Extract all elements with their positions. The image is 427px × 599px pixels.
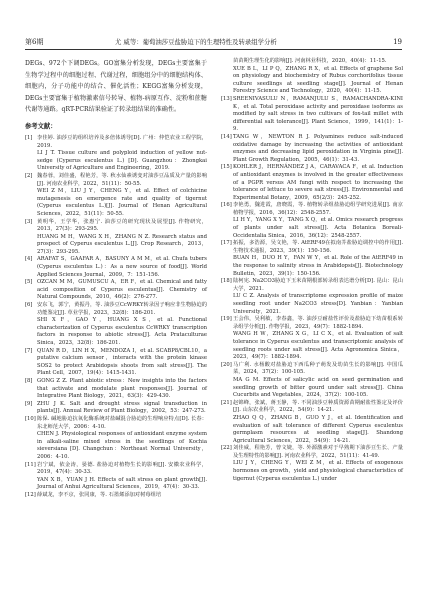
reference-text: 马广利. 水杨酸对盐胁迫下西瓜种子萌发及幼苗生长的影响[J]. 中国瓜菜，2024，37(2)：100-105. <box>233 361 403 376</box>
reference-text: 李艳勇，魏进霞，唐晓霞，等. 植物转录组盐胁迫组学研究进展[J]. 南京植物学报，2016，36(12)：2548-2557. <box>233 202 403 216</box>
reference-entry <box>25 317 207 347</box>
issue-label: 第6期 <box>25 38 44 46</box>
reference-text: LI H Y，YANG X Y，TANG X Q，et al. Omics research progress of plants under salt stress[J]. Acta Botanica Boreali-Occidentalia Sinica，2016，36(12)：2548-2557. <box>233 217 403 239</box>
reference-text: 薛斌龙，李不京，张同康，等. 石墨烯添加对树莓组培 <box>37 491 162 498</box>
reference-entry <box>25 219 207 234</box>
page-number: 19 <box>393 38 402 46</box>
reference-text: 拓振，多浩源，吴文艳，等. AtERF49在拟南芥盐胁迫调控中的作用[J]. 生物技术通报，2023，39(1)：150-156. <box>233 240 403 254</box>
reference-number: [22] <box>221 445 232 452</box>
reference-number: [13] <box>221 95 232 102</box>
reference-number: [7] <box>25 347 33 354</box>
reference-text: ARAFAT S，GAAFAR A，BASUNY A M M，et al. Chufa tubers (Cyperus esculentus L.)：As a new source of food[J]. World Applied Sciences Journal，2009，7：151-156. <box>37 256 207 278</box>
reference-number: [16] <box>221 202 232 209</box>
reference-text: WEI Z M，LIU J Y，CHENG Y，et al. Effect of colchicine mutagenesis on emergence rate and quality of tigernut (Cyperus esculentus L.)[J]. Journal of Henan Agricultural Sciences，2022，51(11)：50-55. <box>37 188 207 217</box>
reference-entry <box>25 348 207 378</box>
reference-entry <box>25 173 207 188</box>
reference-entry <box>221 362 403 377</box>
reference-text: 魏春蓉，刘佳盛，程艳芳，等. 秋水仙素诱变对油莎豆品质及产量的影响[J]. 河南农业科学，2022，51(11)：50-55. <box>37 172 207 187</box>
reference-number: [8] <box>25 377 33 384</box>
reference-text: 陈保. 碱地胁迫抗氧化酶系统对盐碱混合胁迫的生理响应特点[D]. 长春：东北师范大学，2006：4-10. <box>37 415 207 430</box>
reference-entry <box>221 278 403 293</box>
reference-entry <box>221 415 403 445</box>
reference-entry <box>25 150 207 173</box>
reference-text: CHEN J. Physiological responses of antioxidant enzyme system in alkali-saline mixed stress in the seedlings of Kochia sieversiana [D]. Changchun：Northeast Normal University，2006：4-10. <box>37 431 207 460</box>
reference-text: YAN X B，YUAN J H. Effects of salt stress on plant growth[J]. Journal of Anhui Agricultural Sciences，2019，47(4)：30-33. <box>37 476 207 491</box>
reference-entry <box>221 331 403 361</box>
reference-text: SHI X F，GAO Y，HUANG X S，et al. Functional characterization of Cyperus esculentus CcWRKY transcription factors in response to abiotic stress[J]. Acta Prataculturae Sinica，2023，32(8)：186-201. <box>37 317 207 346</box>
reference-entry <box>25 462 207 477</box>
reference-entry <box>221 164 403 202</box>
reference-entry <box>221 202 403 217</box>
reference-text: LU C Z. Analysis of transcriptome expression profile of maize seedling root under Na2CO3 stress[D]. Yanbian：Yanbian University，2021. <box>233 293 403 315</box>
reference-entry <box>221 445 403 460</box>
reference-entry <box>221 293 403 316</box>
reference-text: 陆柯宪. Na2CO3胁迫下玉米苗期根部转录组表达谱分析[D]. 昆山：昆山大学，2021. <box>233 278 403 292</box>
reference-entry <box>221 66 403 96</box>
reference-text: WANG H W，ZHANG X G，LI C X，et al. Evaluation of salt tolerance in Cyperus esculentus and transcriptomic analysis of seedling roots under salt stress[J]. Acta Agronomica Sinica，2023，49(7)：1882-1894. <box>233 331 403 361</box>
reference-text: ZHU J K. Salt and drought stress signal transduction in plants[J]. Annual Review of Plant Biology，2002，53：247-273. <box>37 400 207 415</box>
reference-number: [17] <box>221 240 232 247</box>
reference-number: [6] <box>25 302 33 309</box>
reference-text: 黄明华，王学华，张惠宁. 油莎豆的研究现状及展望[J]. 作物研究，2013，27(3)：293-295. <box>37 218 207 233</box>
reference-number: [12] <box>25 491 36 498</box>
reference-text: ZHAO Q Q，ZHANG B，GUO Y J，et al. Identification and evaluation of salt tolerance of different Cyperus esculentus germplasm resources at seedling stage[J]. Shandong Agricultural Sciences，2022，54(9)：14-21. <box>233 414 403 444</box>
reference-number: [5] <box>25 279 33 286</box>
reference-entry <box>25 401 207 416</box>
reference-entry <box>25 135 207 150</box>
reference-text: XUE B L，LI P Q，ZHANG R X，et al. Effects of graphene Sol on physiology and biochemistry of Rubus corchorifolius tissue culture seedlings at seedling stage[J]. Journal of Henan Forestry Science and Technology，2020，40(4)：11-15. <box>233 65 403 95</box>
reference-number: [3] <box>25 218 33 225</box>
reference-entry <box>221 316 403 331</box>
reference-continuation: 苗苗期生理生化的影响[J]. 河南林业科技，2020，40(4)：11-15. <box>233 58 387 64</box>
reference-number: [14] <box>221 133 232 140</box>
reference-number: [15] <box>221 164 232 171</box>
reference-number: [1] <box>25 134 33 141</box>
reference-text: SREENIVASULU N，RAMANJULU S，RAMACHANDRA-KINI K，et al. Total peroxidase activity and peroxidase isoforms as modified by salt stress in two cultivars of fox-tail millet with differential salt tolerance[J]. Plant Science，1999，141(1)：1-9. <box>233 95 403 133</box>
reference-text: 李佳婷. 油莎豆的组织培养及多倍体诱导[D]. 广州：仲恺农业工程学院，2019. <box>37 134 207 149</box>
reference-text: HUANG M H，WANG X H，ZHANG N Z. Research status and prospect of Cyperus esculentus L.[J]. Crop Research，2013，27(3)：293-295. <box>37 233 207 255</box>
reference-entry <box>221 96 403 134</box>
running-title: 尤 威等：葡萄油莎豆盐胁迫下的生理特性及转录组学分析 <box>115 38 277 46</box>
right-reference-list <box>221 66 403 484</box>
reference-number: [9] <box>25 400 33 407</box>
reference-number: [11] <box>25 461 36 468</box>
reference-text: LI J T. Tissue culture and polyploid induction of yellow nut-sedge (Cyperus esculentus L.) [D]. Guangzhou：Zhongkai University of Agriculture and Engineering，2019. <box>37 150 207 172</box>
reference-text: 赵锦峰，张斌，蒋玉静，等. 不同油莎豆种质资源苗期耐盐性鉴定及评价[J]. 山东农业科学，2022，54(9)：14-21. <box>233 399 403 414</box>
reference-number: [21] <box>221 399 232 406</box>
reference-entry <box>221 460 403 483</box>
reference-entry <box>221 377 403 400</box>
reference-entry <box>25 378 207 401</box>
reference-entry <box>25 477 207 492</box>
reference-text: 岩宁斌，依金涛，晏德. 盐胁迫对植物生长的影响[J]. 安徽农业科学，2019，47(4)：30-33. <box>37 461 207 476</box>
reference-number: [18] <box>221 278 232 285</box>
reference-number: [4] <box>25 256 33 263</box>
reference-number: [20] <box>221 361 232 368</box>
reference-entry <box>25 256 207 279</box>
reference-entry <box>25 279 207 302</box>
reference-entry <box>221 240 403 255</box>
reference-entry <box>25 188 207 218</box>
references-heading: 参考文献： <box>25 122 57 130</box>
reference-entry <box>221 255 403 278</box>
reference-text: 王会伟，吴利敏，李春鑫，等. 油莎豆耐盐性评价及盐胁迫下幼苗根系转录组学分析[J]. 作物学报，2023，49(7)：1882-1894. <box>233 316 403 330</box>
reference-number: [2] <box>25 172 33 179</box>
reference-number: [19] <box>221 316 232 323</box>
reference-text: MA G M. Effects of salicylic acid on seed germination and seedling growth of bitter gourd under salt stress[J]. China Cucurbits and Vegetables，2024，37(2)：100-105. <box>233 376 403 399</box>
reference-entry <box>25 302 207 317</box>
reference-text: 安东飞，郭宁，黄振丹，等. 油莎豆CcWRKY转录因子响应非生物胁迫的功能鉴定[J]. 草业学报，2023，32(8)：186-201. <box>37 302 207 316</box>
reference-text: 刘佳威，程艳芳，曾文婕，等. 外源激素对于早熟期下油莎豆生长、产量及生理特性的影响[J]. 河南农业科学，2022，51(11)：41-49. <box>233 445 403 459</box>
reference-entry <box>221 217 403 240</box>
reference-entry <box>25 234 207 257</box>
right-column <box>221 58 403 483</box>
left-column <box>25 58 207 499</box>
reference-text: LIU J Y，CHENG Y，WEI Z M，et al. Effects of exogenous hormones on growth，yield and physiological characteristics of tigernut (Cyperus esculentus L.) under <box>233 460 403 482</box>
reference-text: BUAN H，DUO H Y，FAN W Y，et al. Role of the AtERF49 in the response to salinity stress in Arabidopsis[J]. Biotechnology Bulletin，2023，39(1)：150-156. <box>233 255 403 277</box>
reference-text: OZCAN M M，GUMUSCU A，ER F，et al. Chemical and fatty acid composition of Cyperus esculentus[J]. Chemistry of Natural Compounds，2010，46(2)：276-277. <box>37 279 207 301</box>
page-header <box>25 36 402 50</box>
left-reference-list <box>25 135 207 500</box>
reference-text: TANG W，NEWTON R J. Polyamines reduce salt-induced oxidative damage by increasing the activities of antioxidant enzymes and decreasing lipid peroxidation in Virginia pine[J]. Plant Growth Regulation，2005，46(1)：31-43. <box>233 133 403 163</box>
reference-number: [10] <box>25 415 36 422</box>
reference-entry <box>25 492 207 500</box>
body-paragraph: DEGs、972个下调DEGs。GO富集分析发现，DEGs主要富集于生物学过程中的细胞过程、代谢过程，细胞组分中的细胞结构体、细胞内，分子功能中的结合、催化活性；KEGG富集分析发现，DEGs主要富集于植物激素信号转导、植物-病原互作、淀粉和蔗糖代谢等通路。qRT-PCR结果验证了转录组结果的准确性。 <box>25 60 207 114</box>
reference-entry <box>221 134 403 164</box>
reference-text: KOHLER J，HERNÁNDEZ J A，CARAVACA F，et al. Induction of antioxidant enzymes is involved in the greater effectiveness of a PGPR versus AM fungi with respect to increasing the tolerance of lettuce to severe salt stress[J]. Environmental and Experimental Botany，2009，65(2/3)：245-252. <box>233 164 403 201</box>
reference-entry <box>25 416 207 431</box>
reference-entry <box>221 400 403 415</box>
reference-entry <box>25 431 207 461</box>
reference-text: QUAN R D，LIN H X，MENDOZA I，et al. SCABP8/CBL10，a putative calcium sensor，interacts with the protein kinase SOS2 to protect Arabidopsis shoots from salt stress[J]. The Plant Cell，2007，19(4)：1415-1431. <box>37 347 207 377</box>
reference-text: GONG Z Z. Plant abiotic stress：New insights into the factors that activate and modulate plant responses[J]. Journal of Integrative Plant Biology，2021，63(3)：429-430. <box>37 377 207 400</box>
